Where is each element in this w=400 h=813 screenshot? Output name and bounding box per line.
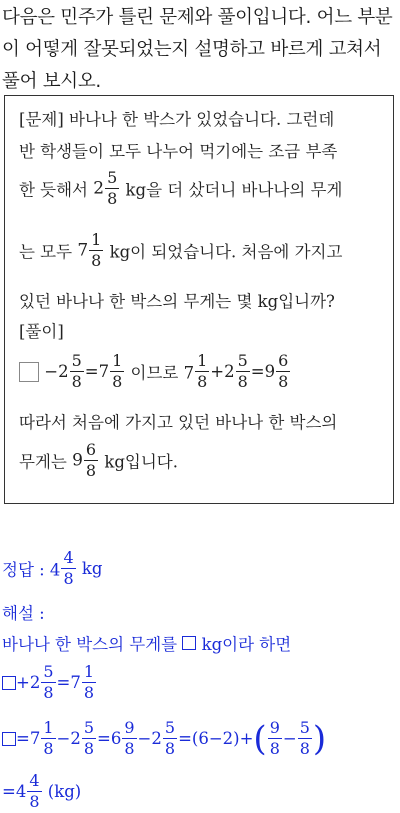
solving-label: [풀이] bbox=[19, 322, 64, 341]
blank-box bbox=[2, 732, 16, 746]
explanation-line-1: 바나나 한 박스의 무게를 kg이라 하면 bbox=[2, 635, 292, 654]
blank-box bbox=[19, 362, 39, 382]
instructions: 다음은 민주가 틀린 문제와 풀이입니다. 어느 부분이 어떻게 잘못되었는지 설명하고 바르게 고쳐서 풀어 보시오. bbox=[2, 7, 393, 92]
fraction: $\frac{5}{8}$ bbox=[237, 351, 248, 391]
fraction: $\frac{4}{8}$ bbox=[29, 771, 40, 811]
problem-line-5: 있던 바나나 한 박스의 무게는 몇 kg입니까? bbox=[19, 292, 335, 311]
fraction: $\frac{6}{8}$ bbox=[278, 351, 289, 391]
whole-number: 7 bbox=[77, 240, 89, 261]
fraction: $\frac{9}{8}$ bbox=[269, 718, 280, 758]
whole-number: 2 bbox=[93, 178, 105, 199]
text: kg을 더 샀더니 바나나의 무게 bbox=[120, 180, 343, 200]
fraction: $\frac{1}{8}$ bbox=[112, 351, 123, 391]
fraction: $\frac{9}{8}$ bbox=[124, 718, 135, 758]
problem-box bbox=[4, 95, 394, 504]
problem-line-1: [문제] 바나나 한 박스가 있었습니다. 그런데 bbox=[19, 110, 335, 129]
fraction: $\frac{5}{8}$ bbox=[107, 168, 118, 208]
text: kg이 되었습니다. 처음에 가지고 bbox=[104, 242, 343, 262]
fraction: $\frac{5}{8}$ bbox=[43, 662, 54, 702]
explanation-eq-1: +2 $\frac{5}{8}$ =7 $\frac{1}{8}$ bbox=[2, 664, 97, 701]
solving-equation: −2 $\frac{5}{8}$ =7 $\frac{1}{8}$ 이므로 7 $\frac{1}{8}$ +2 $\frac{5}{8}$ =9 $\frac{6}{8}$ bbox=[19, 353, 291, 390]
fraction: $\frac{5}{8}$ bbox=[299, 718, 310, 758]
fraction: $\frac{1}{8}$ bbox=[91, 230, 102, 270]
fraction: $\frac{5}{8}$ bbox=[71, 351, 82, 391]
fraction: $\frac{1}{8}$ bbox=[197, 351, 208, 391]
fraction: $\frac{1}{8}$ bbox=[43, 718, 54, 758]
text: 한 듯해서 bbox=[19, 180, 94, 200]
problem-line-3 bbox=[19, 170, 342, 207]
solving-line-3: 따라서 처음에 가지고 있던 바나나 한 박스의 bbox=[19, 413, 338, 432]
text: 는 모두 bbox=[19, 242, 78, 262]
fraction: $\frac{6}{8}$ bbox=[85, 440, 97, 480]
problem-line-2: 반 학생들이 모두 나누어 먹기에는 조금 부족 bbox=[19, 142, 338, 161]
fraction: $\frac{4}{8}$ bbox=[63, 548, 74, 588]
answer-line: 정답 : 4 $\frac{4}{8}$ kg bbox=[2, 548, 103, 588]
problem-line-4 bbox=[19, 232, 342, 269]
blank-box bbox=[182, 636, 196, 650]
fraction: $\frac{5}{8}$ bbox=[164, 718, 176, 758]
fraction: $\frac{1}{8}$ bbox=[83, 662, 95, 702]
blank-box bbox=[2, 676, 16, 690]
explanation-label: 해설 : bbox=[2, 604, 45, 623]
fraction: $\frac{5}{8}$ bbox=[83, 718, 95, 758]
solving-line-4: 무게는 9 $\frac{6}{8}$ kg입니다. bbox=[19, 440, 178, 480]
explanation-eq-3: =4 $\frac{4}{8}$ (kg) bbox=[2, 771, 82, 811]
explanation-eq-2: =7 $\frac{1}{8}$ −2 $\frac{5}{8}$ =6 $\frac{9}{8}$ −2 $\frac{5}{8}$ =(6−2)+( $\frac{9}{8}$ − $\frac{5}{8}$ ) bbox=[2, 720, 326, 757]
